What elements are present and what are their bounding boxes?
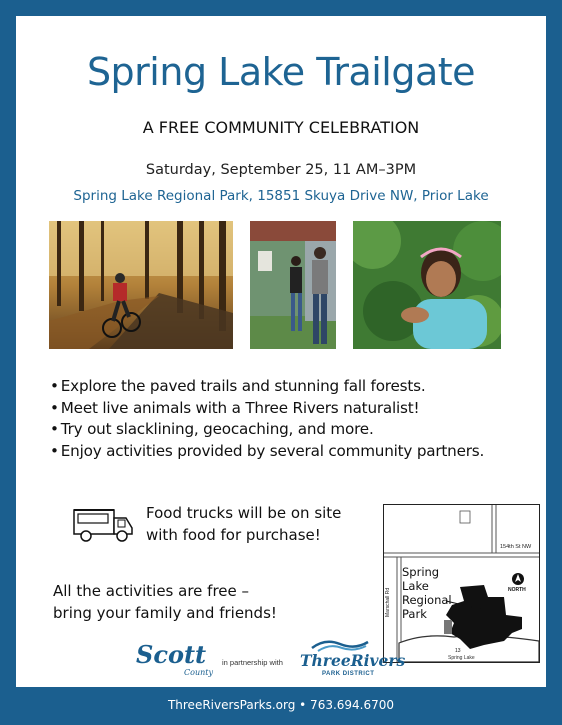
photo-cyclist xyxy=(49,221,233,349)
list-item: • Enjoy activities provided by several community partners. xyxy=(50,441,484,463)
event-date: Saturday, September 25, 11 AM–3PM xyxy=(145,162,417,178)
park-label-line-3: Regional xyxy=(402,593,452,607)
park-map xyxy=(383,504,540,663)
park-label-line-2: Lake xyxy=(402,579,429,593)
event-location: Spring Lake Regional Park, 15851 Skuya Drive NW, Prior Lake xyxy=(73,188,489,204)
road-label: 154th St NW xyxy=(500,544,532,550)
park-label-line-4: Park xyxy=(402,607,427,621)
photo-slackline xyxy=(250,221,336,349)
free-line-1: All the activities are free – xyxy=(53,582,250,600)
park-label-line-1: Spring xyxy=(402,565,440,579)
three-rivers-sub: PARK DISTRICT xyxy=(322,671,375,677)
food-line-1: Food trucks will be on site xyxy=(146,504,342,522)
scott-county-sub: County xyxy=(184,668,213,677)
three-rivers-waves-icon xyxy=(310,638,370,652)
flyer xyxy=(16,16,546,687)
food-info xyxy=(146,502,341,546)
activity-list xyxy=(50,376,484,462)
three-rivers-logo: ThreeRivers xyxy=(300,651,406,670)
partnership-text: in partnership with xyxy=(222,658,283,667)
photo-child xyxy=(353,221,501,349)
free-line-2: bring your family and friends! xyxy=(53,604,277,622)
list-item: • Try out slacklining, geocaching, and more. xyxy=(50,419,484,441)
page-title: Spring Lake Trailgate xyxy=(86,50,476,94)
partner-logos xyxy=(136,638,406,686)
scott-county-logo: Scott xyxy=(136,640,207,669)
food-line-2: with food for purchase! xyxy=(146,526,321,544)
park-label xyxy=(402,565,452,621)
lake-label: Spring Lake xyxy=(448,655,475,661)
footer-contact: ThreeRiversParks.org • 763.694.6700 xyxy=(167,698,395,712)
highway-label: 13 xyxy=(455,648,461,654)
subtitle: A FREE COMMUNITY CELEBRATION xyxy=(142,118,420,137)
food-truck-icon xyxy=(72,506,136,549)
list-item: • Meet live animals with a Three Rivers naturalist! xyxy=(50,398,484,420)
north-label: NORTH xyxy=(508,587,526,593)
side-road-label: Marschall Rd xyxy=(385,587,391,617)
list-item: • Explore the paved trails and stunning fall forests. xyxy=(50,376,484,398)
free-info xyxy=(53,580,277,624)
